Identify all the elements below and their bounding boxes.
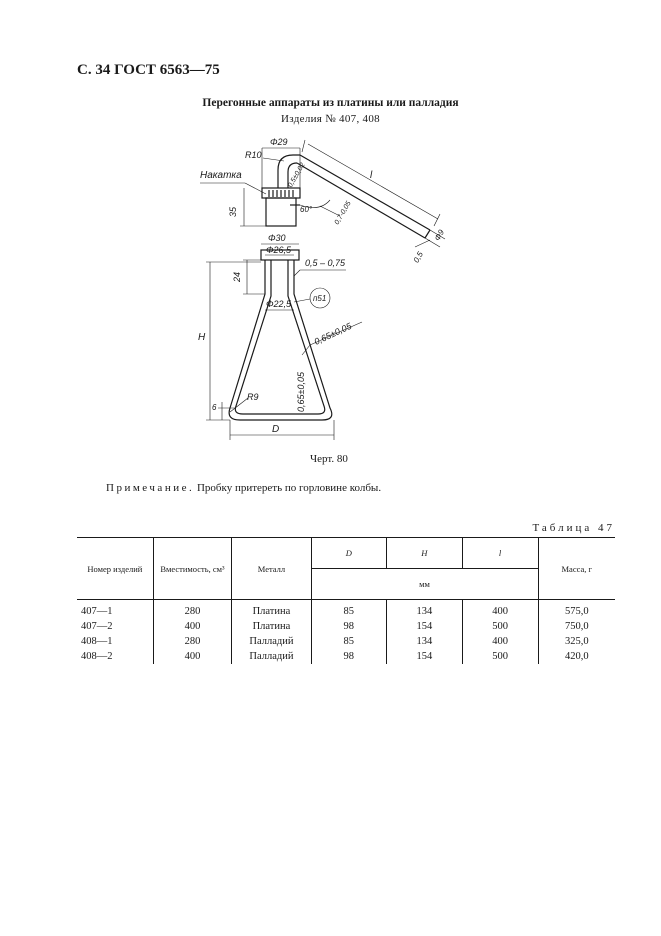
- cell-metal: Палладий: [232, 649, 311, 664]
- label-h24: 24: [232, 271, 242, 282]
- label-d9: Φ9: [432, 228, 447, 243]
- cell-mass: 325,0: [538, 634, 615, 649]
- cell-h: 134: [386, 600, 462, 620]
- technical-drawing: [190, 130, 460, 448]
- drawing-title: Перегонные аппараты из платины или палладия: [202, 97, 459, 109]
- table-label: Таблица 47: [532, 522, 615, 534]
- table-row: [77, 619, 615, 634]
- label-D: D: [272, 424, 280, 435]
- note: [106, 482, 381, 494]
- table-row: [77, 649, 615, 664]
- cell-number: 407—2: [77, 619, 153, 634]
- header-mass: Масса, г: [538, 538, 615, 600]
- label-r10: R10: [245, 150, 262, 160]
- cell-d: 98: [311, 649, 386, 664]
- label-l: l: [370, 170, 373, 181]
- cell-capacity: 400: [153, 649, 232, 664]
- label-r9: R9: [247, 392, 259, 402]
- drawing-subtitle: Изделия № 407, 408: [281, 113, 380, 125]
- cell-l: 400: [462, 634, 538, 649]
- label-H: H: [198, 332, 206, 343]
- label-wall2: 0,65±0,05: [296, 372, 306, 412]
- cell-l: 500: [462, 649, 538, 664]
- note-text: Пробку притереть по горловине колбы.: [194, 482, 382, 494]
- cell-l: 500: [462, 619, 538, 634]
- cell-capacity: 280: [153, 600, 232, 620]
- table-row: [77, 634, 615, 649]
- label-tol1: 0,5±0,02: [287, 161, 307, 189]
- label-angle: 60°: [300, 205, 313, 214]
- cell-d: 85: [311, 634, 386, 649]
- cell-d: 85: [311, 600, 386, 620]
- label-d265: Φ26,5: [266, 245, 292, 255]
- page-header: С. 34 ГОСТ 6563—75: [77, 62, 220, 78]
- label-knurl: Накатка: [200, 170, 242, 181]
- label-d30: Φ30: [268, 233, 286, 243]
- label-d29: Φ29: [270, 137, 288, 147]
- note-label: Примечание.: [106, 482, 195, 494]
- cell-number: 408—2: [77, 649, 153, 664]
- distillation-head: [262, 155, 430, 238]
- label-tol2: 0,7-0,05: [333, 200, 353, 226]
- label-h35: 35: [228, 206, 238, 217]
- cell-capacity: 400: [153, 619, 232, 634]
- label-circle: п51: [313, 294, 327, 303]
- dimension-lines: [200, 140, 445, 440]
- label-t05: 0,5: [411, 250, 425, 265]
- cell-h: 134: [386, 634, 462, 649]
- label-wall1: 0,65±0,05: [312, 320, 354, 347]
- cell-capacity: 280: [153, 634, 232, 649]
- cell-metal: Платина: [232, 619, 311, 634]
- cell-number: 408—1: [77, 634, 153, 649]
- header-number: Номер изделий: [77, 538, 153, 600]
- header-metal: Металл: [232, 538, 311, 600]
- label-d225: Φ22,5: [266, 299, 292, 309]
- header-d: D: [311, 538, 386, 569]
- cell-mass: 575,0: [538, 600, 615, 620]
- figure-caption: Черт. 80: [310, 453, 348, 465]
- cell-l: 400: [462, 600, 538, 620]
- cell-metal: Палладий: [232, 634, 311, 649]
- cell-number: 407—1: [77, 600, 153, 620]
- cell-h: 154: [386, 619, 462, 634]
- cell-metal: Платина: [232, 600, 311, 620]
- table-row: [77, 600, 615, 620]
- data-table: [77, 537, 615, 664]
- header-capacity: Вместимость, см³: [153, 538, 232, 600]
- header-unit: мм: [311, 569, 538, 600]
- header-h: H: [386, 538, 462, 569]
- cell-h: 154: [386, 649, 462, 664]
- label-range: 0,5 – 0,75: [305, 258, 346, 268]
- cell-d: 98: [311, 619, 386, 634]
- cell-mass: 420,0: [538, 649, 615, 664]
- header-l: l: [462, 538, 538, 569]
- cell-mass: 750,0: [538, 619, 615, 634]
- label-h6: 6: [212, 403, 217, 412]
